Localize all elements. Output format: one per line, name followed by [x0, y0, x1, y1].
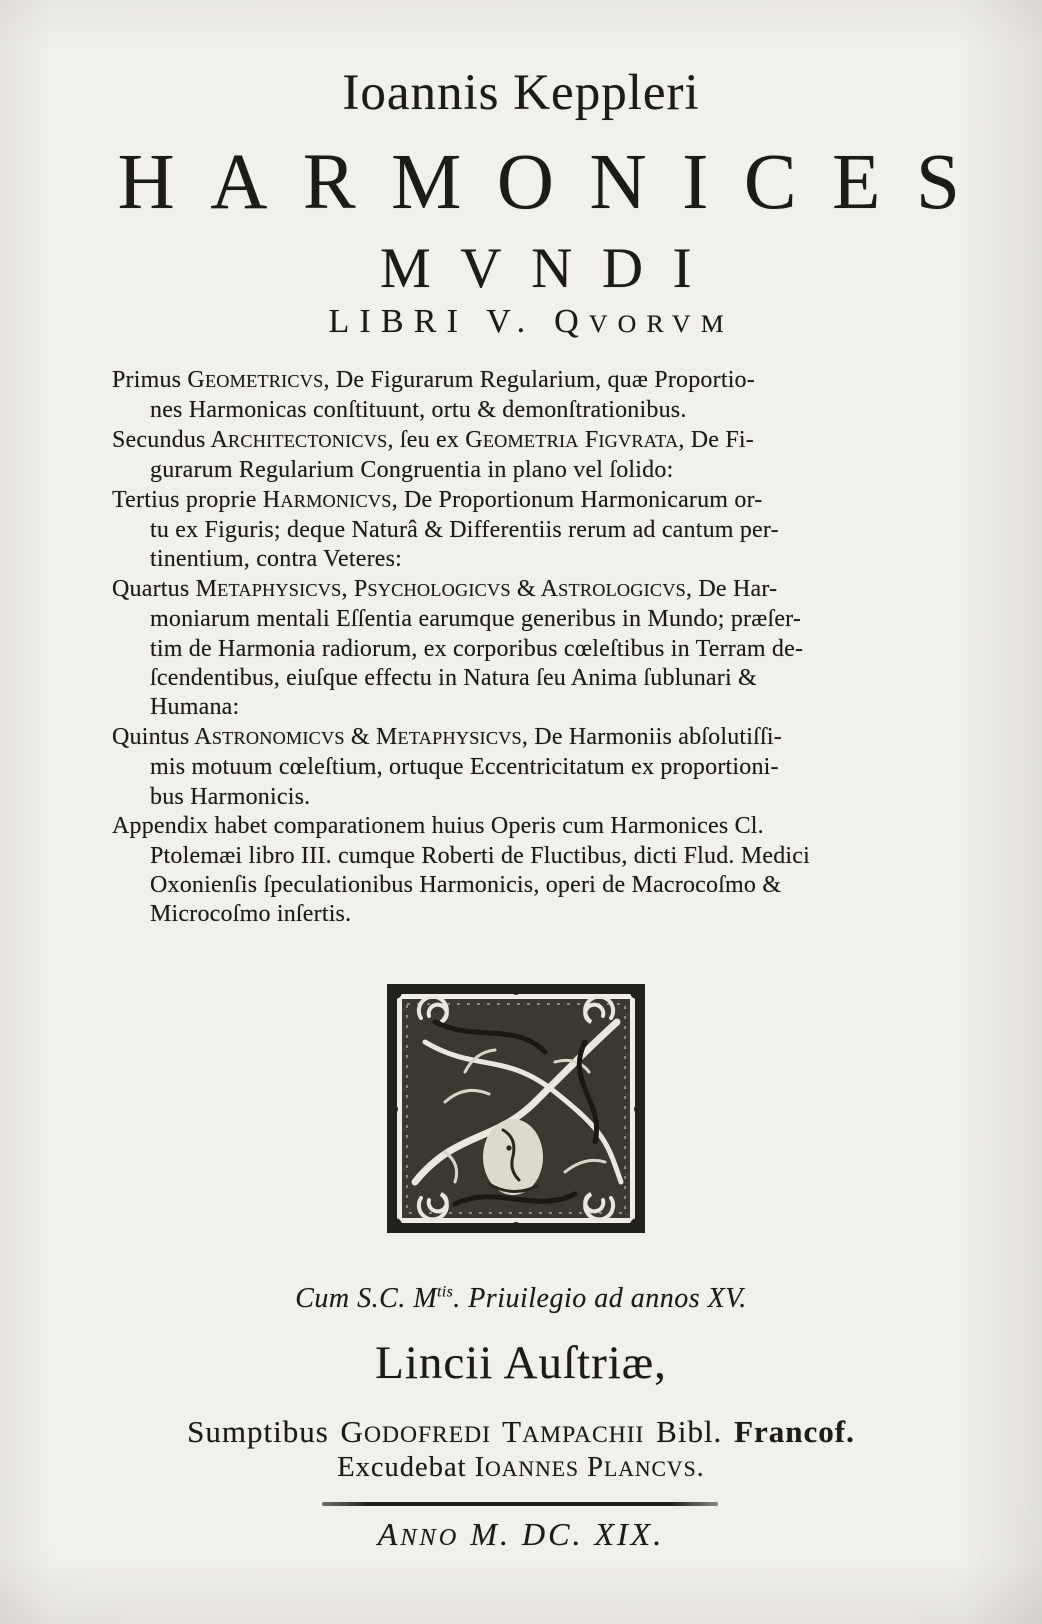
book-entry: [112, 366, 952, 426]
libri-smallcaps-text: VORVM: [588, 309, 734, 338]
publisher-line: [0, 1414, 1042, 1450]
book-entry-line: Quartus METAPHYSICVS, PSYCHOLOGICVS & ASTROLOGICVS, De Har-: [112, 575, 778, 602]
author-line: Ioannis Keppleri: [342, 65, 700, 121]
privilege-superscript: tis: [437, 1283, 454, 1301]
book-title-sub: MVNDI: [379, 237, 722, 300]
libri-main-text: LIBRI V. Q: [328, 303, 589, 340]
book-entry-line: Appendix habet comparationem huius Operis cum Harmonices Cl.: [112, 813, 764, 840]
book-entry-line: Humana:: [150, 694, 240, 721]
book-entry: [112, 575, 952, 723]
book-entry-line: Oxonienſis ſpeculationibus Harmonicis, operi de Macrocoſmo &: [150, 871, 782, 898]
book-list: [112, 366, 952, 930]
place-line: Lincii Auſtriæ,: [375, 1337, 667, 1389]
ornamental-woodcut-icon: [385, 982, 647, 1235]
book-entry-line: Tertius proprie HARMONICVS, De Proportionum Harmonicarum or-: [112, 486, 763, 513]
publisher-city-abbrev: Francof.: [734, 1414, 855, 1449]
privilege-suffix: . Priuilegio ad annos XV.: [453, 1283, 747, 1314]
libri-line: [0, 303, 1042, 341]
book-entry-line: ſcendentibus, eiuſque effectu in Natura ſeu Anima ſublunari &: [150, 665, 757, 692]
printer-line: Excudebat IOANNES PLANCVS.: [337, 1452, 705, 1483]
privilege-line: [0, 1283, 1042, 1315]
book-entry-line: nes Harmonicas conſtituunt, ortu & demonſtrationibus.: [150, 397, 687, 424]
book-entry: [112, 426, 952, 486]
book-title-main: HARMONICES: [117, 139, 996, 226]
book-entry-line: tinentium, contra Veteres:: [150, 546, 403, 573]
book-entry: [112, 812, 952, 930]
book-entry-line: bus Harmonicis.: [150, 783, 311, 810]
anno-line: ANNO M. DC. XIX.: [377, 1516, 665, 1552]
book-entry-line: mis motuum cœleſtium, ortuque Eccentricitatum ex proportioni-: [150, 754, 779, 781]
divider-rule: [322, 1502, 718, 1506]
book-entry-line: Primus GEOMETRICVS, De Figurarum Regularium, quæ Proportio-: [112, 367, 755, 393]
book-entry-line: tim de Harmonia radiorum, ex corporibus cœleſtibus in Terram de-: [150, 635, 804, 662]
book-entry-line: Microcoſmo inſertis.: [150, 901, 352, 928]
publisher-text: Sumptibus GODOFREDI TAMPACHII Bibl.: [187, 1414, 735, 1449]
book-entry: [112, 723, 952, 812]
book-entry-line: gurarum Regularium Congruentia in plano vel ſolido:: [150, 457, 674, 484]
book-entry-line: tu ex Figuris; deque Naturâ & Differentiis rerum ad cantum per-: [150, 517, 779, 544]
privilege-prefix: Cum S.C. M: [295, 1283, 438, 1314]
book-entry-line: moniarum mentali Eſſentia earumque generibus in Mundo; præſer-: [150, 606, 802, 633]
book-entry-line: Quintus ASTRONOMICVS & METAPHYSICVS, De Harmoniis abſolutiſſi-: [112, 723, 782, 750]
book-entry-line: Ptolemæi libro III. cumque Roberti de Fluctibus, dicti Flud. Medici: [150, 842, 810, 869]
book-entry: [112, 486, 952, 575]
book-entry-line: Secundus ARCHITECTONICVS, ſeu ex GEOMETRIA FIGVRATA, De Fi-: [112, 426, 754, 453]
